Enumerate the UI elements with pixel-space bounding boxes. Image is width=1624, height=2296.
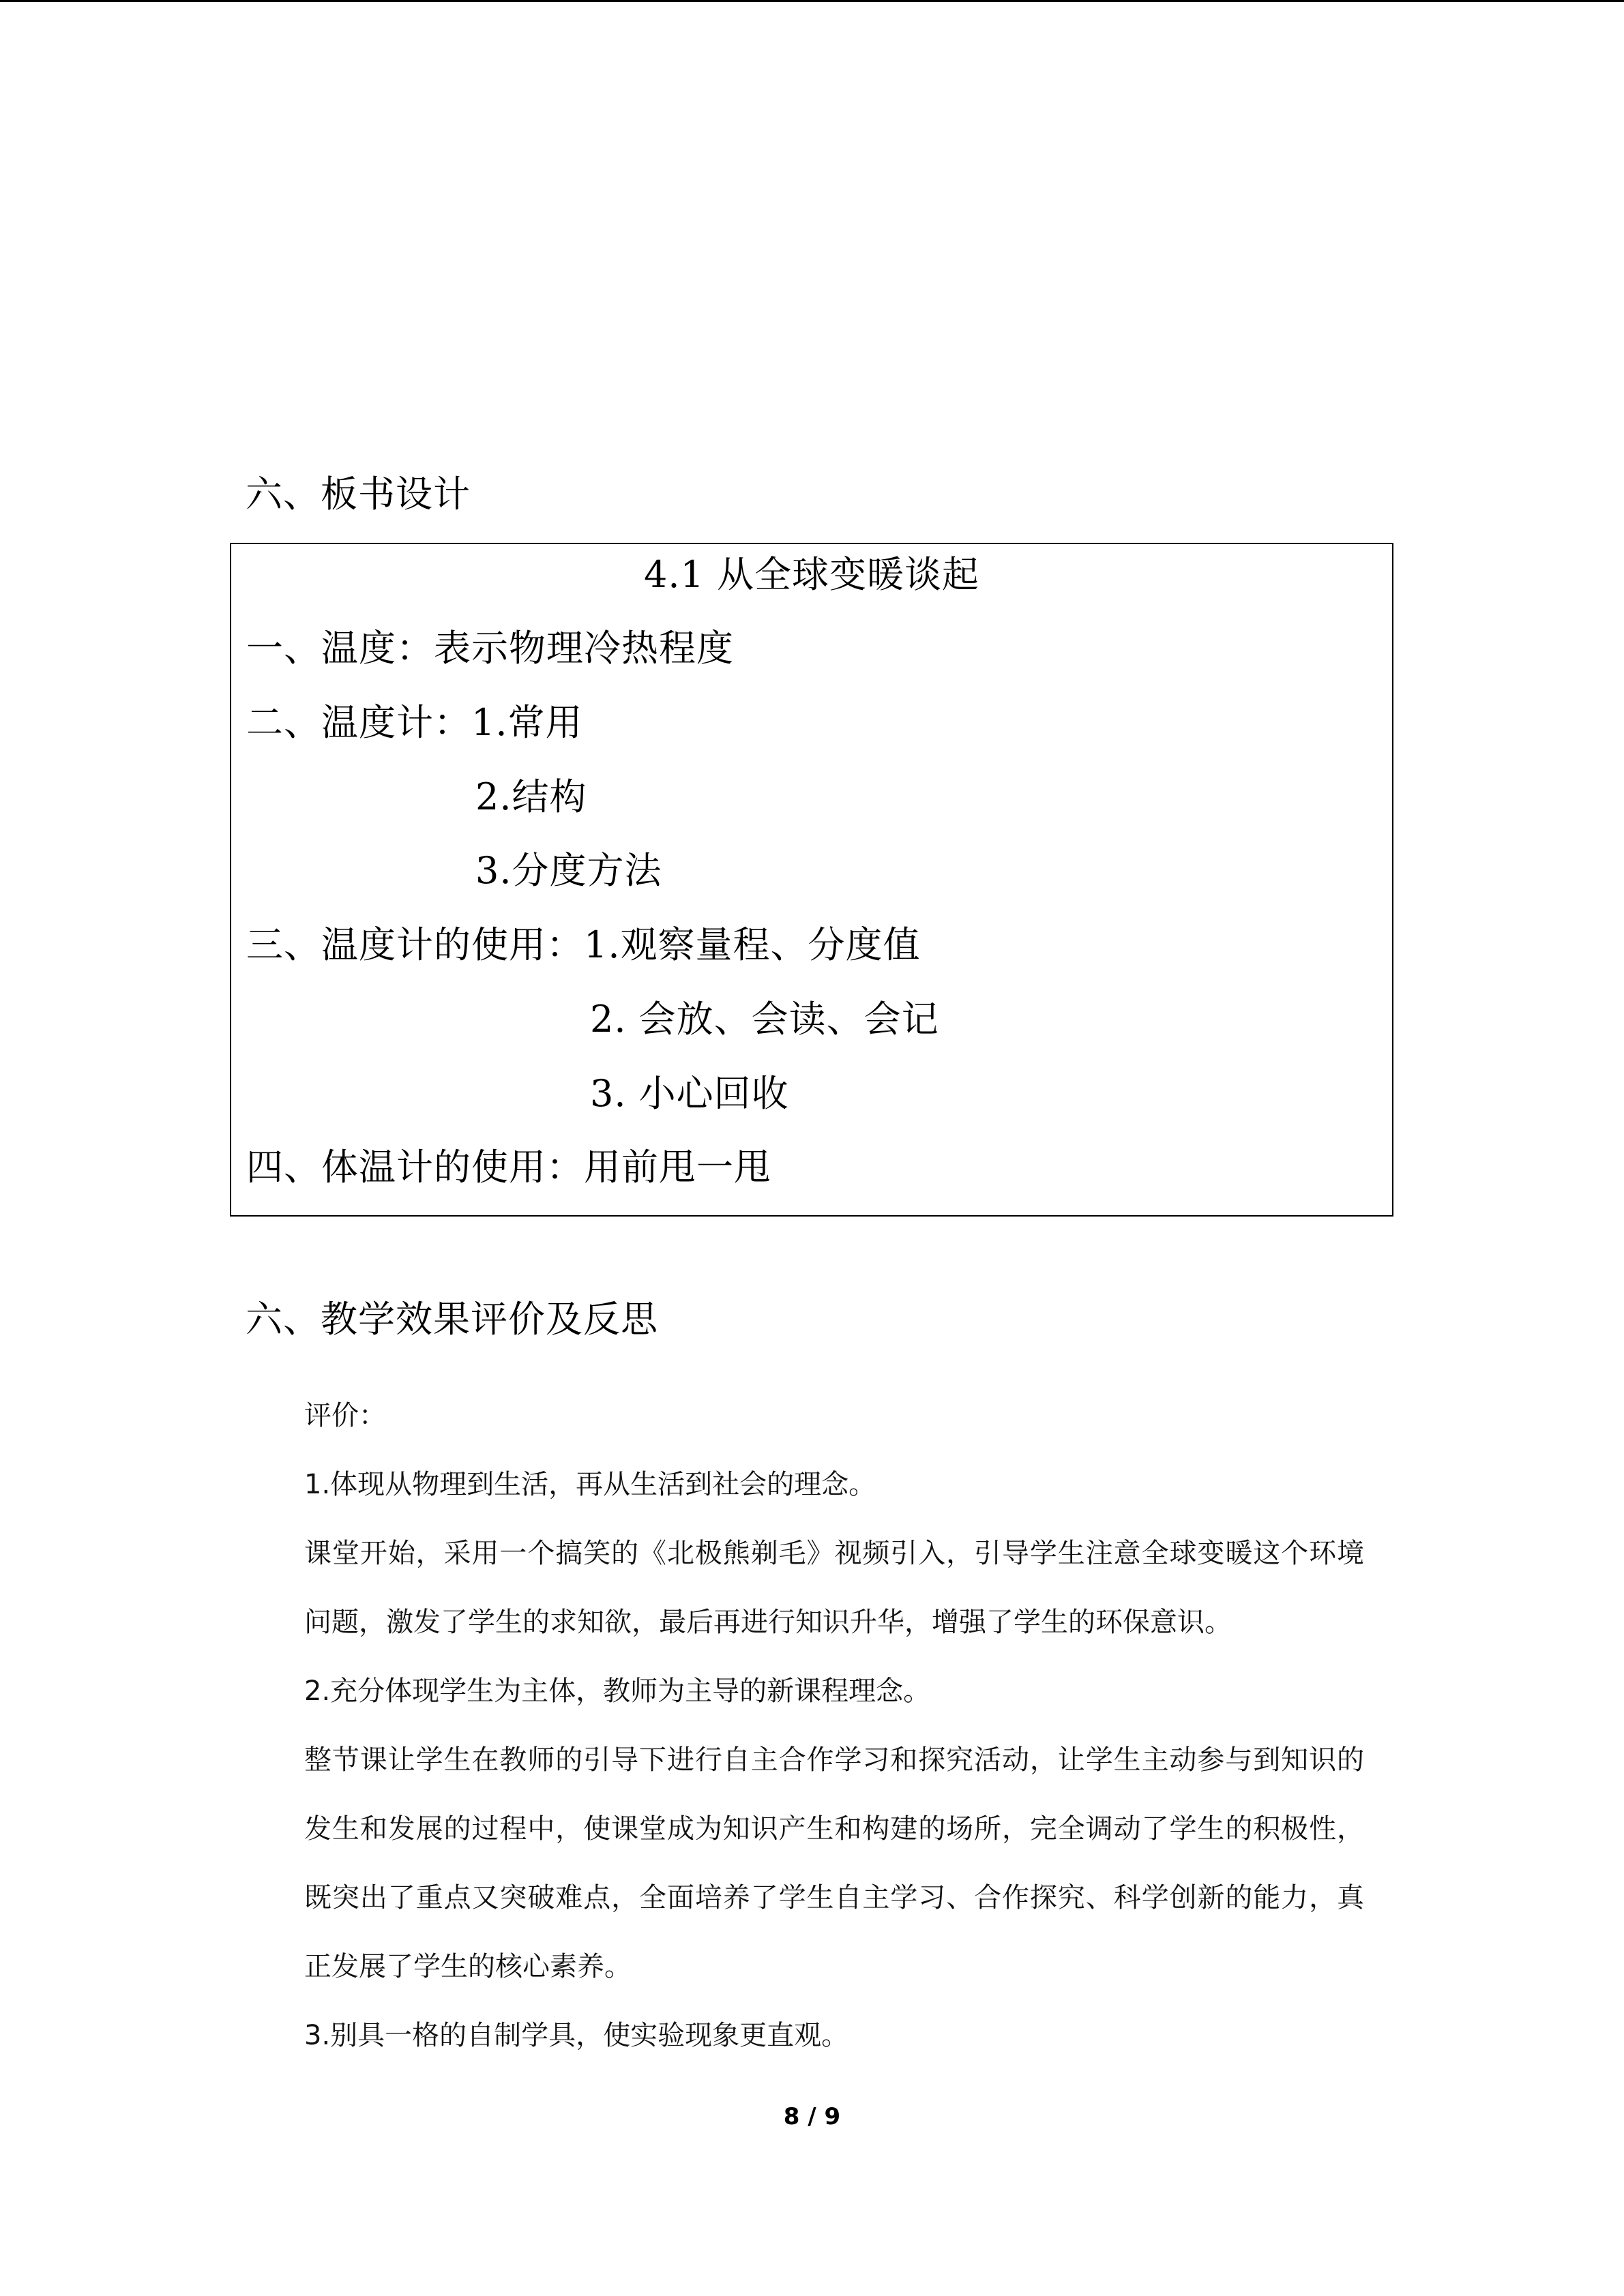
evaluation-body: [246, 1382, 1364, 2070]
board-line-temperature: 一、温度：表示物理冷热程度: [246, 627, 734, 670]
evaluation-label: 评价：: [304, 1400, 386, 1431]
board-title: 4.1 从全球变暖谈起: [643, 553, 980, 596]
board-line-clinical-thermometer: 四、体温计的使用：用前甩一甩: [246, 1146, 771, 1189]
board-line-careful-recycle: 3. 小心回收: [590, 1072, 789, 1115]
evaluation-point-3: 3.别具一格的自制学具，使实验现象更直观。: [304, 2020, 849, 2051]
evaluation-point-1-text: 课堂开始，采用一个搞笑的《北极熊剃毛》视频引入，引导学生注意全球变暖这个环境问题，激发了学生的求知欲，最后再进行知识升华，增强了学生的环保意识。: [304, 1538, 1364, 1638]
evaluation-point-1: 1.体现从物理到生活，再从生活到社会的理念。: [304, 1469, 876, 1500]
evaluation-point-2: 2.充分体现学生为主体，教师为主导的新课程理念。: [304, 1675, 931, 1707]
board-line-scale-method: 3.分度方法: [475, 849, 662, 892]
board-line-thermometer: 二、温度计：1.常用: [246, 701, 583, 744]
evaluation-heading: 六、教学效果评价及反思: [246, 1298, 658, 1341]
board-line-thermometer-use: 三、温度计的使用：1.观察量程、分度值: [246, 923, 921, 966]
board-line-structure: 2.结构: [475, 775, 587, 818]
page-number: 8 / 9: [783, 2103, 841, 2130]
evaluation-point-2-text: 整节课让学生在教师的引导下进行自主合作学习和探究活动，让学生主动参与到知识的发生和发展的过程中，使课堂成为知识产生和构建的场所，完全调动了学生的积极性，既突出了重点又突破难点，全面培养了学生自主学习、合作探究、科学创新的能力，真正发展了学生的核心素养。: [304, 1744, 1364, 1982]
top-border-line: [0, 0, 1624, 2]
board-design-box: [230, 543, 1393, 1217]
board-line-place-read-record: 2. 会放、会读、会记: [590, 998, 939, 1041]
board-design-heading: 六、板书设计: [246, 473, 471, 516]
